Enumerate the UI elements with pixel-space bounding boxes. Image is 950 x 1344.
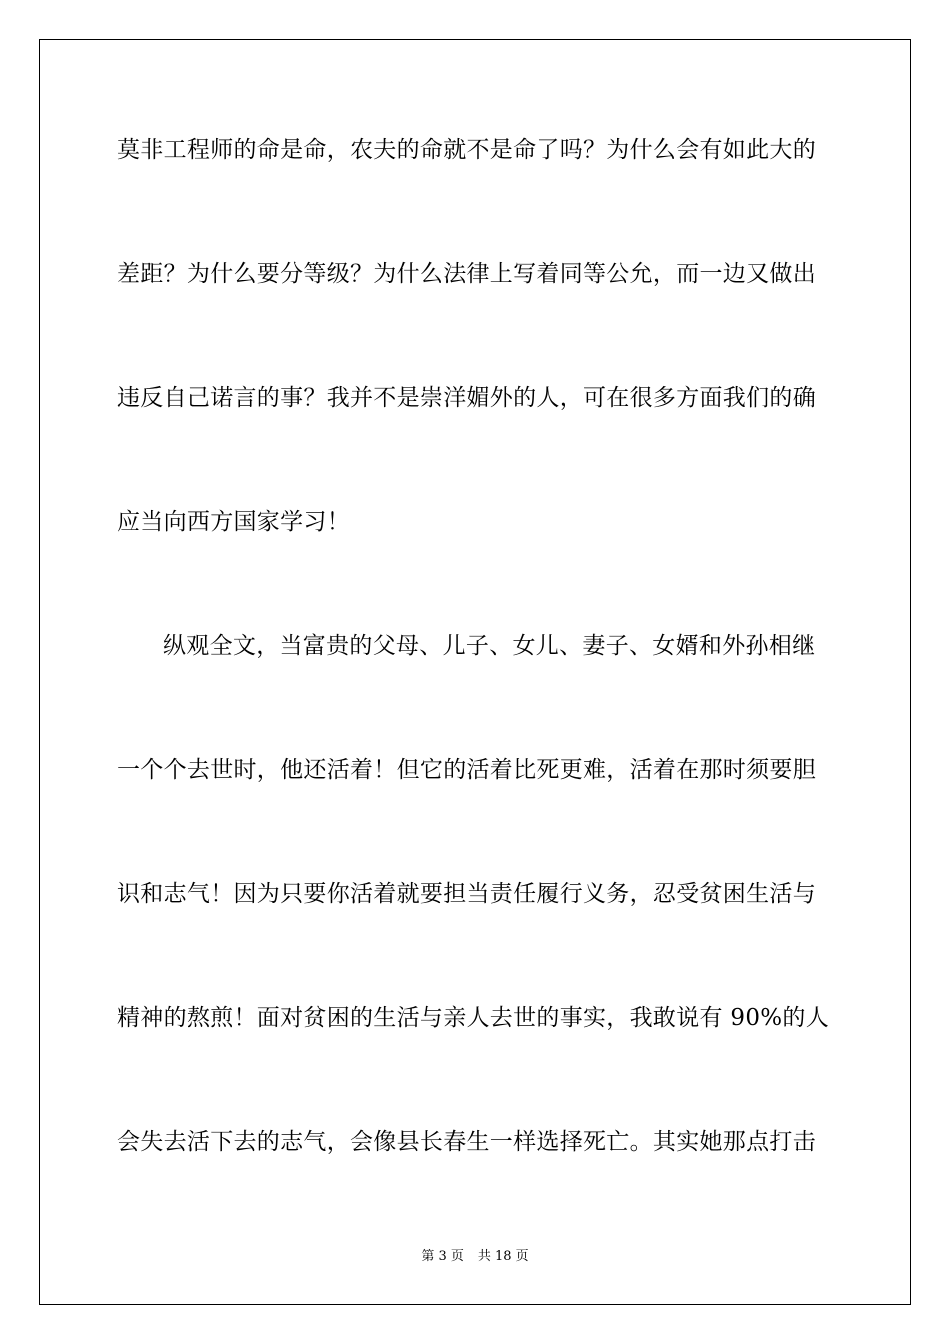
- page-number: 第 3 页: [421, 1249, 464, 1264]
- text-line: 应当向西方国家学习！: [117, 509, 350, 535]
- total-pages: 共 18 页: [477, 1249, 529, 1264]
- text-line: 精神的熬煎！面对贫困的生活与亲人去世的事实，我敢说有 90%的人: [117, 1005, 830, 1031]
- paragraph-first-line: 纵观全文，当富贵的父母、儿子、女儿、妻子、女婿和外孙相继: [163, 633, 816, 659]
- text-line: 违反自己诺言的事？我并不是崇洋媚外的人，可在很多方面我们的确: [117, 385, 816, 411]
- text-line: 识和志气！因为只要你活着就要担当责任履行义务，忍受贫困生活与: [117, 881, 816, 907]
- page-border: [39, 39, 911, 1305]
- text-line: 莫非工程师的命是命，农夫的命就不是命了吗？为什么会有如此大的: [117, 137, 816, 163]
- page-footer: [0, 1248, 950, 1266]
- text-line: 会失去活下去的志气，会像县长春生一样选择死亡。其实她那点打击: [117, 1129, 816, 1155]
- text-line: 差距？为什么要分等级？为什么法律上写着同等公允，而一边又做出: [117, 261, 816, 287]
- text-line: 一个个去世时，他还活着！但它的活着比死更难，活着在那时须要胆: [117, 757, 816, 783]
